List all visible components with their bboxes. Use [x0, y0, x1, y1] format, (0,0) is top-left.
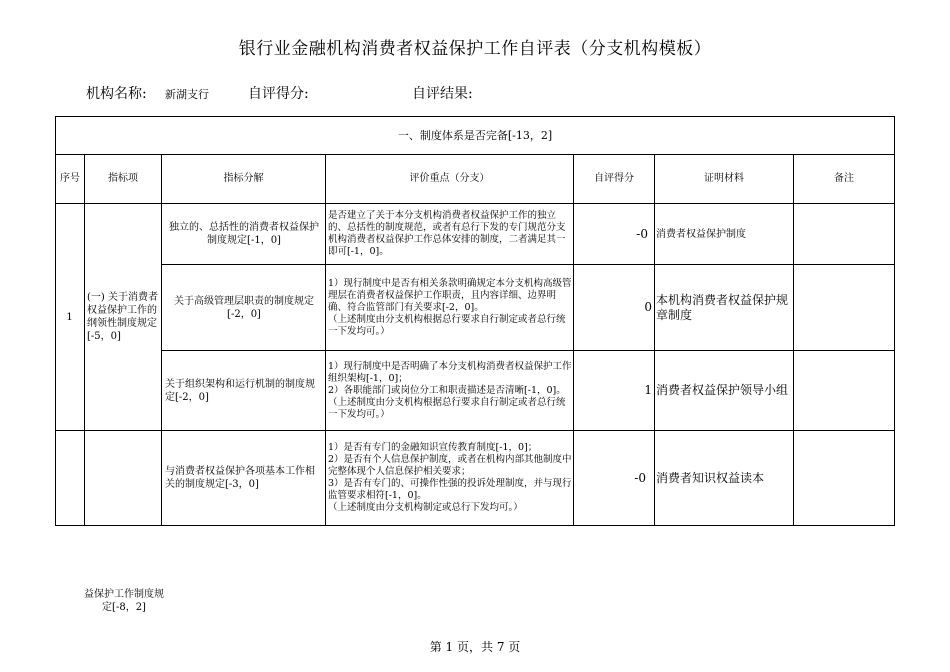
rule-bottom [55, 525, 895, 526]
org-name-value: 新湖支行 [165, 88, 209, 101]
rule-col-score [654, 154, 655, 526]
rule-right [894, 116, 895, 526]
row3-focus: 1）现行制度中是否明确了本分支机构消费者权益保护工作组织架构[-1，0]； 2）各职能部门或岗位分工和职责描述是否清晰[-1，0]。 （上述制度由分支机构根据总行要求自行制定或者总行统一下发均可。） [328, 360, 572, 420]
row2-breakdown: 关于高级管理层职责的制度规定[-2，0] [174, 295, 314, 320]
header-breakdown: 指标分解 [223, 173, 264, 184]
rule-col-evidence [793, 154, 794, 526]
self-score-label: 自评得分: [248, 86, 309, 102]
section-title: 一、制度体系是否完备[-13，2] [397, 128, 553, 142]
org-name-label: 机构名称: [86, 86, 147, 102]
rule-col-indicator [161, 154, 162, 526]
rule-col-breakdown [325, 154, 326, 526]
group2-indicator-tail: 益保护工作制度规定[-8，2] [84, 589, 164, 613]
row1-score: -0 [636, 226, 648, 241]
row3-score: 1 [644, 383, 652, 397]
row4-breakdown: 与消费者权益保护各项基本工作相关的制度规定[-3，0] [165, 466, 315, 490]
rule-col-seq [84, 154, 85, 526]
evaluation-table [55, 116, 895, 526]
row2-focus: 1）现行制度中是否有相关条款明确规定本分支机构高级管理层在消费者权益保护工作职责，且内容详细、边界明确、符合监管部门有关要求[-2，0]。 （上述制度由分支机构根据总行要求自行制定或者总行统一下发均可。） [328, 277, 572, 337]
row3-breakdown: 关于组织架构和运行机制的制度规定[-2，0] [165, 378, 315, 403]
row4-score: -0 [634, 470, 646, 485]
header-score: 自评得分 [594, 173, 634, 184]
row1-breakdown: 独立的、总括性的消费者权益保护制度规定[-1，0] [169, 222, 319, 246]
group1-seq: 1 [66, 311, 73, 323]
header-focus: 评价重点（分支） [409, 173, 490, 184]
header-indicator: 指标项 [108, 173, 138, 184]
header-note: 备注 [834, 173, 854, 184]
row2-evidence: 本机构消费者权益保护规章制度 [656, 292, 789, 322]
row1-evidence: 消费者权益保护制度 [656, 228, 746, 240]
page-title: 银行业金融机构消费者权益保护工作自评表（分支机构模板） [238, 39, 712, 59]
row3-evidence: 消费者权益保护领导小组 [656, 383, 789, 397]
row1-focus: 是否建立了关于本分支机构消费者权益保护工作的独立的、总括性的制度规范，或者有总行下发的专门规范分支机构消费者权益保护工作总体安排的制度，二者满足其一即可[-1，0]。 [328, 210, 566, 257]
header-evidence: 证明材料 [704, 173, 744, 184]
page-footer: 第 1 页，共 7 页 [429, 640, 521, 654]
row4-focus: 1）是否有专门的金融知识宣传教育制度[-1，0]； 2）是否有个人信息保护制度，或者在机构内部其他制度中完整体现个人信息保护相关要求； 3）是否有专门的、可操作性强的投诉处理制度，并与现行监管要求相符[-1，0]。 （上述制度由分支机构制定或总行下发均可。） [328, 442, 572, 513]
row2-score: 0 [644, 300, 652, 314]
header-seq: 序号 [60, 173, 80, 184]
self-result-label: 自评结果: [412, 86, 473, 102]
row4-evidence: 消费者知识权益读本 [656, 470, 765, 485]
group1-indicator: (一) 关于消费者权益保护工作的纲领性制度规定[-5，0] [87, 292, 158, 342]
